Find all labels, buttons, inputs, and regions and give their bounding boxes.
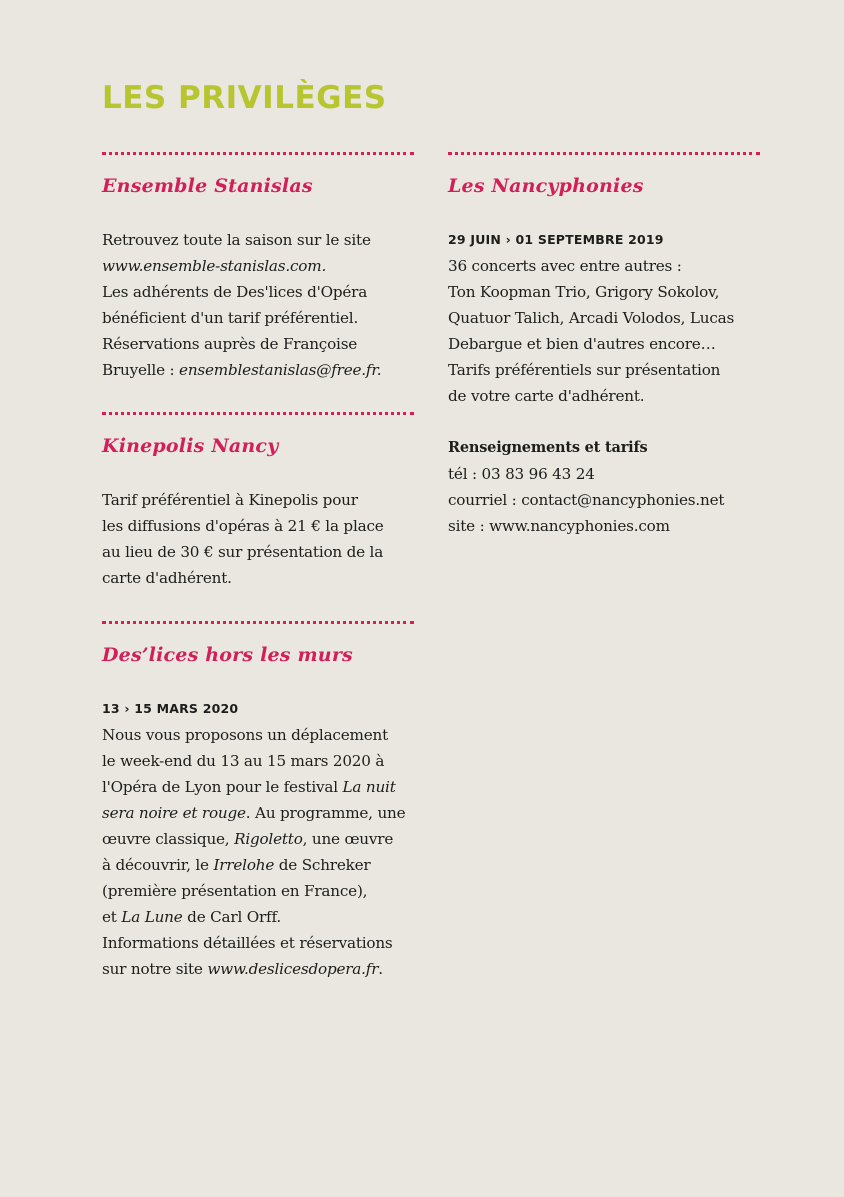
text-line: Informations détaillées et réservations bbox=[102, 934, 393, 952]
section-body bbox=[102, 696, 414, 982]
section-hors-les-murs bbox=[102, 621, 414, 982]
text-fragment: de Carl Orff. bbox=[182, 908, 281, 926]
text-line bbox=[102, 774, 414, 800]
text-fragment: œuvre classique, bbox=[102, 830, 235, 848]
text-line bbox=[102, 357, 414, 383]
section-kinepolis bbox=[102, 412, 414, 591]
website-link[interactable]: www.ensemble-stanislas.com. bbox=[102, 257, 327, 275]
text-line: Debargue et bien d'autres encore… bbox=[448, 335, 716, 353]
phone-number[interactable]: tél : 03 83 96 43 24 bbox=[448, 465, 595, 483]
text-line: au lieu de 30 € sur présentation de la bbox=[102, 543, 384, 561]
text-line: les diffusions d'opéras à 21 € la place bbox=[102, 517, 384, 535]
text-line: 36 concerts avec entre autres : bbox=[448, 257, 682, 275]
info-title: Renseignements et tarifs bbox=[448, 439, 648, 456]
text-line bbox=[102, 956, 414, 982]
dotted-divider bbox=[102, 152, 414, 155]
section-heading: Les Nancyphonies bbox=[448, 175, 644, 197]
website-link[interactable]: www.deslicesdopera.fr bbox=[207, 960, 379, 978]
text-line: Les adhérents de Des'lices d'Opéra bbox=[102, 283, 368, 301]
text-fragment: l'Opéra de Lyon pour le festival bbox=[102, 778, 343, 796]
email-link[interactable]: ensemblestanislas@free.fr. bbox=[179, 361, 382, 379]
text-line: Tarif préférentiel à Kinepolis pour bbox=[102, 491, 358, 509]
dotted-divider bbox=[102, 412, 414, 415]
event-date: 13 › 15 MARS 2020 bbox=[102, 701, 239, 716]
text-line: de votre carte d'adhérent. bbox=[448, 387, 645, 405]
text-line: Réservations auprès de Françoise bbox=[102, 335, 358, 353]
text-line bbox=[102, 852, 414, 878]
section-nancyphonies bbox=[448, 152, 760, 539]
section-body bbox=[102, 227, 414, 383]
text-fragment: Bruyelle : bbox=[102, 361, 180, 379]
text-fragment: La Lune bbox=[121, 908, 183, 926]
text-line: Tarifs préférentiels sur présentation bbox=[448, 361, 721, 379]
dotted-divider bbox=[448, 152, 760, 155]
text-line: carte d'adhérent. bbox=[102, 569, 232, 587]
text-fragment: Rigoletto bbox=[234, 830, 303, 848]
dotted-divider bbox=[102, 621, 414, 624]
text-line bbox=[102, 800, 414, 826]
text-line: Quatuor Talich, Arcadi Volodos, Lucas bbox=[448, 309, 735, 327]
website-link[interactable]: site : www.nancyphonies.com bbox=[448, 517, 670, 535]
text-line bbox=[102, 904, 414, 930]
text-line: Nous vous proposons un déplacement bbox=[102, 726, 388, 744]
email-link[interactable]: courriel : contact@nancyphonies.net bbox=[448, 491, 725, 509]
section-heading: Ensemble Stanislas bbox=[102, 175, 313, 197]
event-date: 29 JUIN › 01 SEPTEMBRE 2019 bbox=[448, 232, 664, 247]
section-body bbox=[102, 487, 414, 591]
text-fragment: , une œuvre bbox=[302, 830, 394, 848]
section-body bbox=[448, 227, 760, 539]
spacer bbox=[448, 409, 760, 435]
section-heading: Kinepolis Nancy bbox=[102, 435, 279, 457]
text-fragment: et bbox=[102, 908, 122, 926]
text-line: (première présentation en France), bbox=[102, 882, 368, 900]
text-line: Retrouvez toute la saison sur le site bbox=[102, 231, 371, 249]
text-fragment: sera noire et rouge bbox=[102, 804, 246, 822]
text-fragment: . Au programme, une bbox=[245, 804, 406, 822]
text-fragment: Irrelohe bbox=[213, 856, 275, 874]
page-title: LES PRIVILÈGES bbox=[102, 80, 387, 116]
text-line: le week-end du 13 au 15 mars 2020 à bbox=[102, 752, 385, 770]
text-line: Ton Koopman Trio, Grigory Sokolov, bbox=[448, 283, 720, 301]
text-line bbox=[102, 826, 414, 852]
text-fragment: . bbox=[378, 960, 383, 978]
text-fragment: La nuit bbox=[342, 778, 396, 796]
section-heading: Des’lices hors les murs bbox=[102, 644, 353, 666]
text-fragment: à découvrir, le bbox=[102, 856, 214, 874]
text-fragment: sur notre site bbox=[102, 960, 208, 978]
text-line: bénéficient d'un tarif préférentiel. bbox=[102, 309, 359, 327]
section-ensemble-stanislas bbox=[102, 152, 414, 383]
text-fragment: de Schreker bbox=[274, 856, 371, 874]
